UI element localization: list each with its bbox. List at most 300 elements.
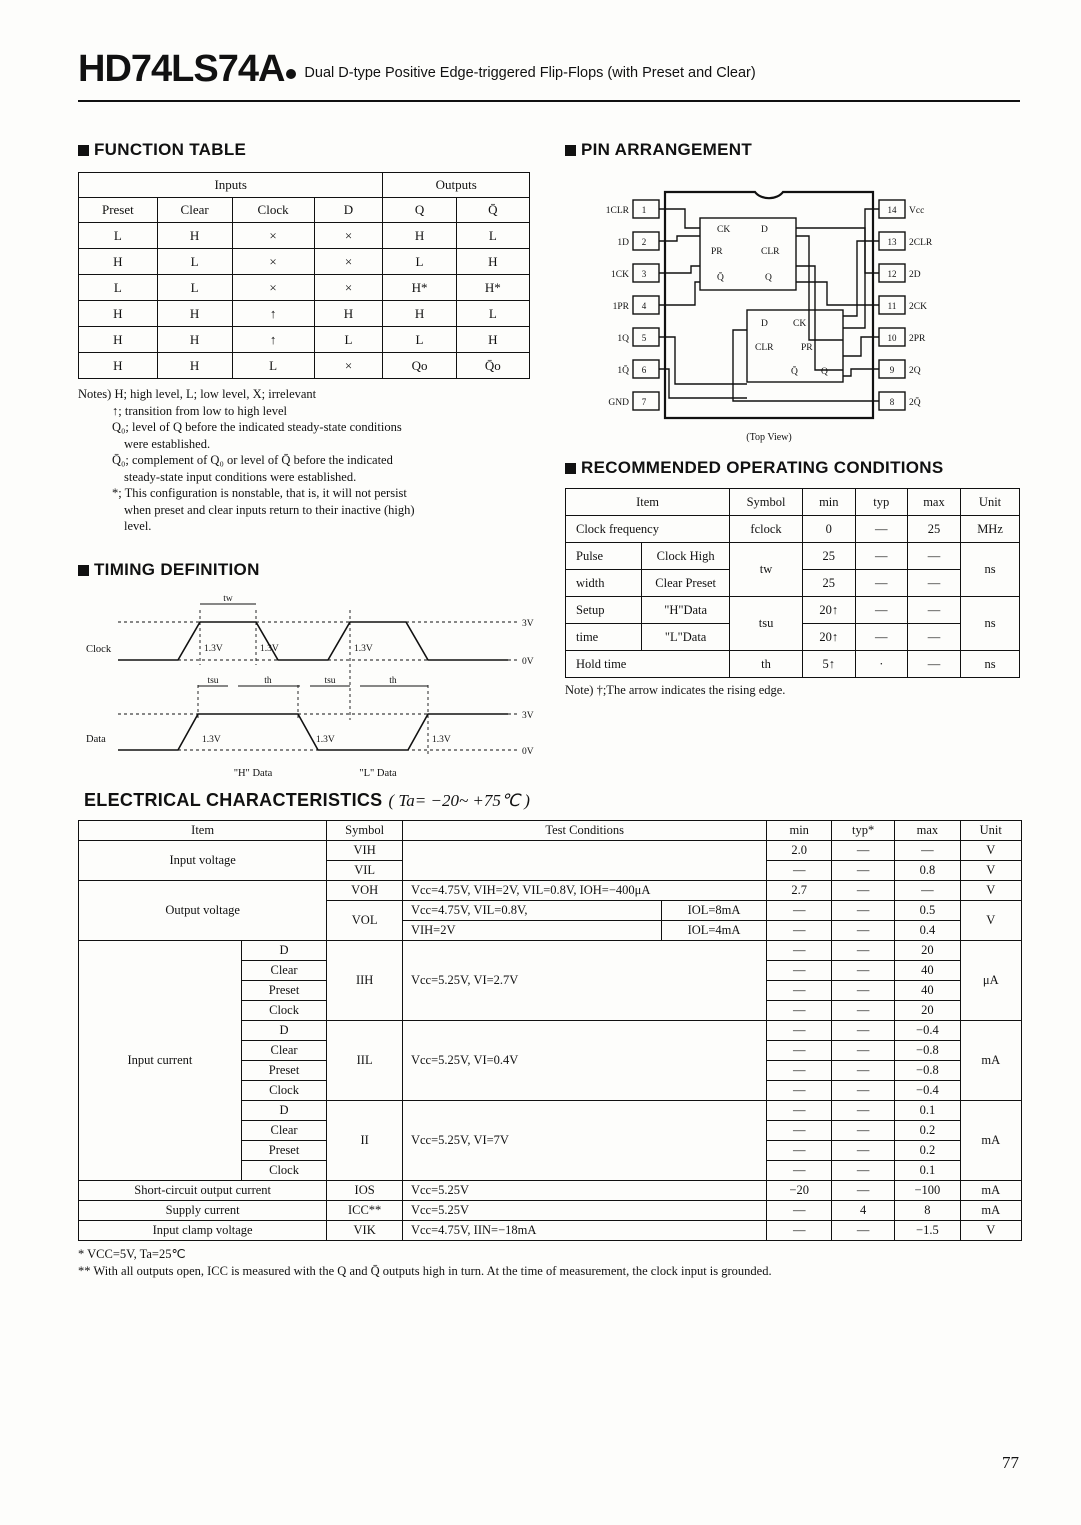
table-row (79, 841, 1022, 861)
section-marker-icon (78, 565, 89, 576)
cell-pin: D (241, 941, 326, 961)
col-qbar: Q̄ (456, 198, 529, 223)
table-row (566, 543, 1020, 570)
col-preset: Preset (79, 198, 158, 223)
cell-max: −0.8 (895, 1061, 960, 1081)
pin-label-1CK: 1CK (611, 270, 629, 280)
timing-mark-th1: th (264, 676, 272, 686)
cell-min: — (767, 1041, 832, 1061)
cell-pin: Clock (241, 1161, 326, 1181)
cell-typ: — (832, 1081, 895, 1101)
function-table-heading-label: FUNCTION TABLE (94, 140, 247, 159)
cell-item: width (566, 570, 642, 597)
cell-max: −1.5 (895, 1221, 960, 1241)
cell-max: 0.5 (895, 901, 960, 921)
note-line-2: Q₀; level of Q before the indicated steady-state conditions (112, 420, 402, 434)
timing-clock-label: Clock (86, 644, 112, 655)
cell-item: Clock frequency (566, 516, 730, 543)
pin-num-3: 3 (641, 269, 647, 279)
pin-label-1D: 1D (617, 238, 629, 248)
col-symbol: Symbol (327, 821, 403, 841)
pin-arrangement-section (565, 140, 1025, 455)
footnote-2: ** With all outputs open, ICC is measured with the Q and Q̄ outputs high in turn. At the time of measurement, the clock input is grounded. (78, 1263, 772, 1278)
pin-view-label: (Top View) (746, 432, 792, 443)
cell-typ: 4 (832, 1201, 895, 1221)
cell-item: Pulse (566, 543, 642, 570)
function-table-section (78, 140, 530, 535)
cell-max: — (907, 651, 960, 678)
cell-symbol: IIL (327, 1021, 403, 1101)
cell-max: −0.4 (895, 1021, 960, 1041)
cell-min: — (767, 1021, 832, 1041)
gate-label-Q-1: Q (765, 273, 772, 283)
cell-max: 0.2 (895, 1121, 960, 1141)
cell-max: 0.4 (895, 921, 960, 941)
pin-num-6: 6 (641, 365, 647, 375)
table-row (79, 881, 1022, 901)
gate-label-CLR-2: CLR (755, 343, 774, 353)
cell-typ: · (855, 651, 907, 678)
col-item: Item (79, 821, 327, 841)
cell-item-input-voltage: Input voltage (79, 841, 327, 881)
pin-label-1CLR: 1CLR (605, 206, 629, 216)
col-item: Item (566, 489, 730, 516)
cell-typ: — (832, 961, 895, 981)
timing-level-0v-clock: 0V (522, 657, 534, 667)
pin-label-1PR: 1PR (612, 302, 629, 312)
cell-pin: D (241, 1021, 326, 1041)
cell-cond (402, 841, 766, 881)
cell-unit: mA (960, 1181, 1021, 1201)
svg-text:1.3V: 1.3V (354, 644, 373, 654)
cell-typ: — (855, 597, 907, 624)
pin-num-2: 2 (641, 237, 647, 247)
timing-data-label: Data (86, 734, 106, 745)
cell-max: 40 (895, 961, 960, 981)
col-clear: Clear (157, 198, 232, 223)
timing-mark-tw: tw (223, 594, 233, 604)
table-row (79, 173, 530, 198)
cell-min: — (767, 1101, 832, 1121)
cell-cond2: IOL=4mA (661, 921, 767, 941)
cell: L (383, 249, 456, 275)
cell-typ: — (832, 1181, 895, 1201)
cell-typ: — (855, 570, 907, 597)
cell: H (157, 327, 232, 353)
note-line-7: when preset and clear inputs return to their inactive (high) (124, 502, 415, 517)
cell-item: Input clamp voltage (79, 1221, 327, 1241)
cell-min: — (767, 1141, 832, 1161)
electrical-footnotes (78, 1246, 1022, 1280)
header-rule (78, 100, 1020, 102)
gate-label-D-1: D (761, 225, 768, 235)
pin-label-2D: 2D (909, 270, 921, 280)
cell-symbol: VIH (327, 841, 403, 861)
col-q: Q (383, 198, 456, 223)
cell-symbol: VOH (327, 881, 403, 901)
cell-min: 25 (802, 543, 855, 570)
cell: × (314, 353, 383, 379)
cell-cond: Vcc=5.25V (402, 1181, 766, 1201)
cell-min: 2.0 (767, 841, 832, 861)
cell-typ: — (832, 1101, 895, 1121)
cell-min: 2.7 (767, 881, 832, 901)
cell-item-input-current: Input current (79, 941, 242, 1181)
cell-min: — (767, 1061, 832, 1081)
cell-max: — (895, 881, 960, 901)
gate-label-PR-1: PR (711, 247, 723, 257)
table-row (79, 301, 530, 327)
pin-num-8: 8 (889, 397, 895, 407)
cell: × (314, 249, 383, 275)
cell-max: 0.1 (895, 1101, 960, 1121)
cell-item-output-voltage: Output voltage (79, 881, 327, 941)
cell: L (157, 249, 232, 275)
cell-max: — (907, 543, 960, 570)
cell-max: 0.1 (895, 1161, 960, 1181)
cell-unit: MHz (961, 516, 1020, 543)
table-row (79, 249, 530, 275)
pin-num-5: 5 (641, 333, 647, 343)
note-line-5: steady-state input conditions were established. (124, 469, 357, 484)
cell-typ: — (832, 861, 895, 881)
cell-subitem: "H"Data (642, 597, 730, 624)
pin-num-1: 1 (641, 205, 647, 215)
cell-unit: V (960, 901, 1021, 941)
cell-symbol: IOS (327, 1181, 403, 1201)
svg-text:1.3V: 1.3V (316, 735, 335, 745)
timing-heading (78, 560, 548, 580)
cell-unit: V (960, 1221, 1021, 1241)
cell-unit: ns (961, 597, 1020, 651)
cell-symbol: II (327, 1101, 403, 1181)
cell-subitem: Clock High (642, 543, 730, 570)
function-table (78, 172, 530, 379)
cell-max: — (895, 841, 960, 861)
cell-typ: — (832, 841, 895, 861)
table-row (79, 198, 530, 223)
pin-num-14: 14 (887, 205, 897, 215)
cell-max: — (907, 597, 960, 624)
pin-label-2Q: 2Q (909, 366, 921, 376)
col-clock: Clock (232, 198, 314, 223)
cell: L (232, 353, 314, 379)
cell: H (157, 301, 232, 327)
cell-symbol: fclock (730, 516, 803, 543)
section-marker-icon (565, 463, 576, 474)
cell-typ: — (832, 921, 895, 941)
cell-subitem: Clear Preset (642, 570, 730, 597)
cell-symbol: th (730, 651, 803, 678)
table-row (79, 1221, 1022, 1241)
cell-symbol: ICC** (327, 1201, 403, 1221)
cell-cond: Vcc=5.25V, VI=2.7V (402, 941, 766, 1021)
pin-num-13: 13 (887, 237, 897, 247)
cell-unit: V (960, 841, 1021, 861)
pin-label-Vcc: Vcc (909, 206, 925, 216)
svg-text:1.3V: 1.3V (432, 735, 451, 745)
function-table-notes (78, 386, 548, 535)
cell: × (232, 223, 314, 249)
cell: L (157, 275, 232, 301)
cell-typ: — (855, 624, 907, 651)
recommended-note: Note) †;The arrow indicates the rising edge. (565, 683, 786, 697)
cell-min: 20↑ (802, 597, 855, 624)
recommended-conditions-section (565, 458, 1025, 698)
recommended-heading-label: RECOMMENDED OPERATING CONDITIONS (581, 458, 944, 477)
cell-unit: mA (960, 1101, 1021, 1181)
col-unit: Unit (960, 821, 1021, 841)
note-line-4: Q̄₀; complement of Q₀ or level of Q̄ before the indicated (112, 453, 393, 467)
cell-min: 20↑ (802, 624, 855, 651)
cell: × (314, 275, 383, 301)
note-line-8: level. (124, 519, 152, 533)
cell-min: — (767, 1001, 832, 1021)
cell-max: 8 (895, 1201, 960, 1221)
cell-symbol: tw (730, 543, 803, 597)
cell-max: — (907, 570, 960, 597)
cell-min: — (767, 961, 832, 981)
cell-max: −0.4 (895, 1081, 960, 1101)
pin-num-12: 12 (887, 269, 897, 279)
notes-label-line (78, 386, 548, 403)
col-typ: typ (855, 489, 907, 516)
col-unit: Unit (961, 489, 1020, 516)
cell-cond: Vcc=4.75V, IIN=−18mA (402, 1221, 766, 1241)
cell-min: −20 (767, 1181, 832, 1201)
table-row (566, 489, 1020, 516)
section-marker-icon (78, 145, 89, 156)
part-number-title: HD74LS74A (78, 48, 285, 90)
cell-max: −100 (895, 1181, 960, 1201)
cell-max: 40 (895, 981, 960, 1001)
cell: Qo (383, 353, 456, 379)
timing-caption-h: "H" Data (233, 768, 273, 779)
col-d: D (314, 198, 383, 223)
cell-typ: — (832, 1021, 895, 1041)
cell-pin: Clock (241, 1081, 326, 1101)
cell: H* (456, 275, 529, 301)
timing-level-3v-clock: 3V (522, 619, 534, 629)
cell-item: Hold time (566, 651, 730, 678)
timing-definition-section (78, 560, 548, 785)
table-row (79, 223, 530, 249)
pin-label-2Qbar: 2Q̄ (909, 398, 921, 408)
cell: H (157, 353, 232, 379)
electrical-heading (78, 790, 1022, 811)
timing-caption-l: "L" Data (359, 768, 397, 779)
cell-symbol: VIL (327, 861, 403, 881)
cell: H (456, 327, 529, 353)
col-min: min (767, 821, 832, 841)
group-header-outputs: Outputs (383, 173, 530, 198)
cell: Q̄o (456, 353, 529, 379)
cell-min: 5↑ (802, 651, 855, 678)
cell: L (314, 327, 383, 353)
pin-label-2CLR: 2CLR (909, 238, 933, 248)
pin-label-1Qbar: 1Q̄ (617, 366, 629, 376)
group-header-inputs: Inputs (79, 173, 383, 198)
svg-text:1.3V: 1.3V (202, 735, 221, 745)
table-row (79, 1201, 1022, 1221)
cell-typ: — (855, 516, 907, 543)
timing-mark-th2: th (389, 676, 397, 686)
cell-cond: Vcc=4.75V, VIH=2V, VIL=0.8V, IOH=−400μA (402, 881, 766, 901)
note-line-6: *; This configuration is nonstable, that is, it will not persist (112, 486, 407, 500)
cell-typ: — (832, 881, 895, 901)
col-typ: typ* (832, 821, 895, 841)
cell-unit: V (960, 881, 1021, 901)
pin-num-10: 10 (887, 333, 897, 343)
col-max: max (907, 489, 960, 516)
cell: H (456, 249, 529, 275)
pin-arrangement-heading (565, 140, 1025, 160)
cell-cond: Vcc=5.25V (402, 1201, 766, 1221)
cell-typ: — (832, 1141, 895, 1161)
cell: L (79, 223, 158, 249)
gate-label-PR-2: PR (801, 343, 813, 353)
gate-label-Q-2: Q (821, 367, 828, 377)
cell-max: 20 (895, 941, 960, 961)
recommended-heading (565, 458, 1025, 478)
cell: H (79, 301, 158, 327)
cell-min: — (767, 1081, 832, 1101)
cell-item: Setup (566, 597, 642, 624)
gate-label-Qbar-1: Q̄ (717, 273, 724, 283)
col-symbol: Symbol (730, 489, 803, 516)
table-row (566, 516, 1020, 543)
cell-unit: mA (960, 1201, 1021, 1221)
cell: × (314, 223, 383, 249)
timing-heading-label: TIMING DEFINITION (94, 560, 260, 579)
table-row (79, 353, 530, 379)
pin-label-2CK: 2CK (909, 302, 927, 312)
electrical-characteristics-table (78, 820, 1022, 1241)
col-max: max (895, 821, 960, 841)
cell: H (79, 249, 158, 275)
cell-min: — (767, 1201, 832, 1221)
gate-label-CK-1: CK (717, 225, 731, 235)
cell-max: — (907, 624, 960, 651)
cell-typ: — (855, 543, 907, 570)
gate-label-Qbar-2: Q̄ (791, 367, 798, 377)
cell-min: — (767, 941, 832, 961)
cell: L (456, 223, 529, 249)
svg-text:1.3V: 1.3V (204, 644, 223, 654)
cell-pin: D (241, 1101, 326, 1121)
notes-label: Notes) (78, 387, 112, 401)
cell-item: time (566, 624, 642, 651)
cell: H (79, 353, 158, 379)
note-line-1: ↑; transition from low to high level (112, 403, 287, 418)
table-row (566, 597, 1020, 624)
cell-typ: — (832, 941, 895, 961)
cell-cond: Vcc=4.75V, VIL=0.8V, (402, 901, 661, 921)
cell-cond: Vcc=5.25V, VI=0.4V (402, 1021, 766, 1101)
cell: H (314, 301, 383, 327)
table-row (566, 651, 1020, 678)
cell-typ: — (832, 1001, 895, 1021)
cell-unit: mA (960, 1021, 1021, 1101)
table-row (79, 821, 1022, 841)
cell-pin: Clear (241, 1041, 326, 1061)
cell-pin: Preset (241, 1061, 326, 1081)
electrical-heading-label: ELECTRICAL CHARACTERISTICS (84, 790, 383, 810)
cell-typ: — (832, 901, 895, 921)
svg-text:1.3V: 1.3V (260, 644, 279, 654)
cell-min: — (767, 1221, 832, 1241)
timing-level-0v-data: 0V (522, 747, 534, 757)
pin-label-GND: GND (608, 398, 629, 408)
table-row (79, 327, 530, 353)
col-test-conditions: Test Conditions (402, 821, 766, 841)
cell: H (383, 223, 456, 249)
pin-label-1Q: 1Q (617, 334, 629, 344)
cell-max: 25 (907, 516, 960, 543)
timing-level-3v-data: 3V (522, 711, 534, 721)
cell: L (79, 275, 158, 301)
section-marker-icon (565, 145, 576, 156)
bullet-dot-icon (286, 69, 296, 79)
col-min: min (802, 489, 855, 516)
cell-pin: Clear (241, 1121, 326, 1141)
cell: H* (383, 275, 456, 301)
cell-symbol: IIH (327, 941, 403, 1021)
pin-num-7: 7 (641, 397, 647, 407)
cell-typ: — (832, 1221, 895, 1241)
cell-max: −0.8 (895, 1041, 960, 1061)
gate-label-CLR-1: CLR (761, 247, 780, 257)
cell-pin: Preset (241, 1141, 326, 1161)
pin-num-4: 4 (641, 301, 647, 311)
gate-label-CK-2: CK (793, 319, 807, 329)
note-line-0: H; high level, L; low level, X; irrelevant (114, 387, 317, 401)
cell-pin: Clock (241, 1001, 326, 1021)
pin-label-2PR: 2PR (909, 334, 926, 344)
electrical-heading-condition: ( Ta= −20~ +75℃ ) (388, 790, 530, 810)
cell-symbol: VIK (327, 1221, 403, 1241)
function-table-heading (78, 140, 530, 160)
cell-max: 0.2 (895, 1141, 960, 1161)
cell-cond: VIH=2V (402, 921, 661, 941)
cell-unit: μA (960, 941, 1021, 1021)
table-row (79, 275, 530, 301)
cell-typ: — (832, 1041, 895, 1061)
table-row (79, 1181, 1022, 1201)
recommended-conditions-table (565, 488, 1020, 678)
cell-min: — (767, 901, 832, 921)
cell-symbol: VOL (327, 901, 403, 941)
cell-typ: — (832, 1061, 895, 1081)
cell-typ: — (832, 1161, 895, 1181)
cell: × (232, 275, 314, 301)
cell: × (232, 249, 314, 275)
cell-unit: ns (961, 651, 1020, 678)
cell: L (456, 301, 529, 327)
cell-min: — (767, 921, 832, 941)
cell-pin: Preset (241, 981, 326, 1001)
pin-num-11: 11 (887, 301, 897, 311)
cell-min: 0 (802, 516, 855, 543)
page-header (78, 48, 1018, 91)
cell-cond2: IOL=8mA (661, 901, 767, 921)
cell-subitem: "L"Data (642, 624, 730, 651)
pin-diagram (565, 170, 1005, 450)
cell: H (383, 301, 456, 327)
cell-pin: Clear (241, 961, 326, 981)
pin-arrangement-heading-label: PIN ARRANGEMENT (581, 140, 753, 159)
cell-unit: V (960, 861, 1021, 881)
